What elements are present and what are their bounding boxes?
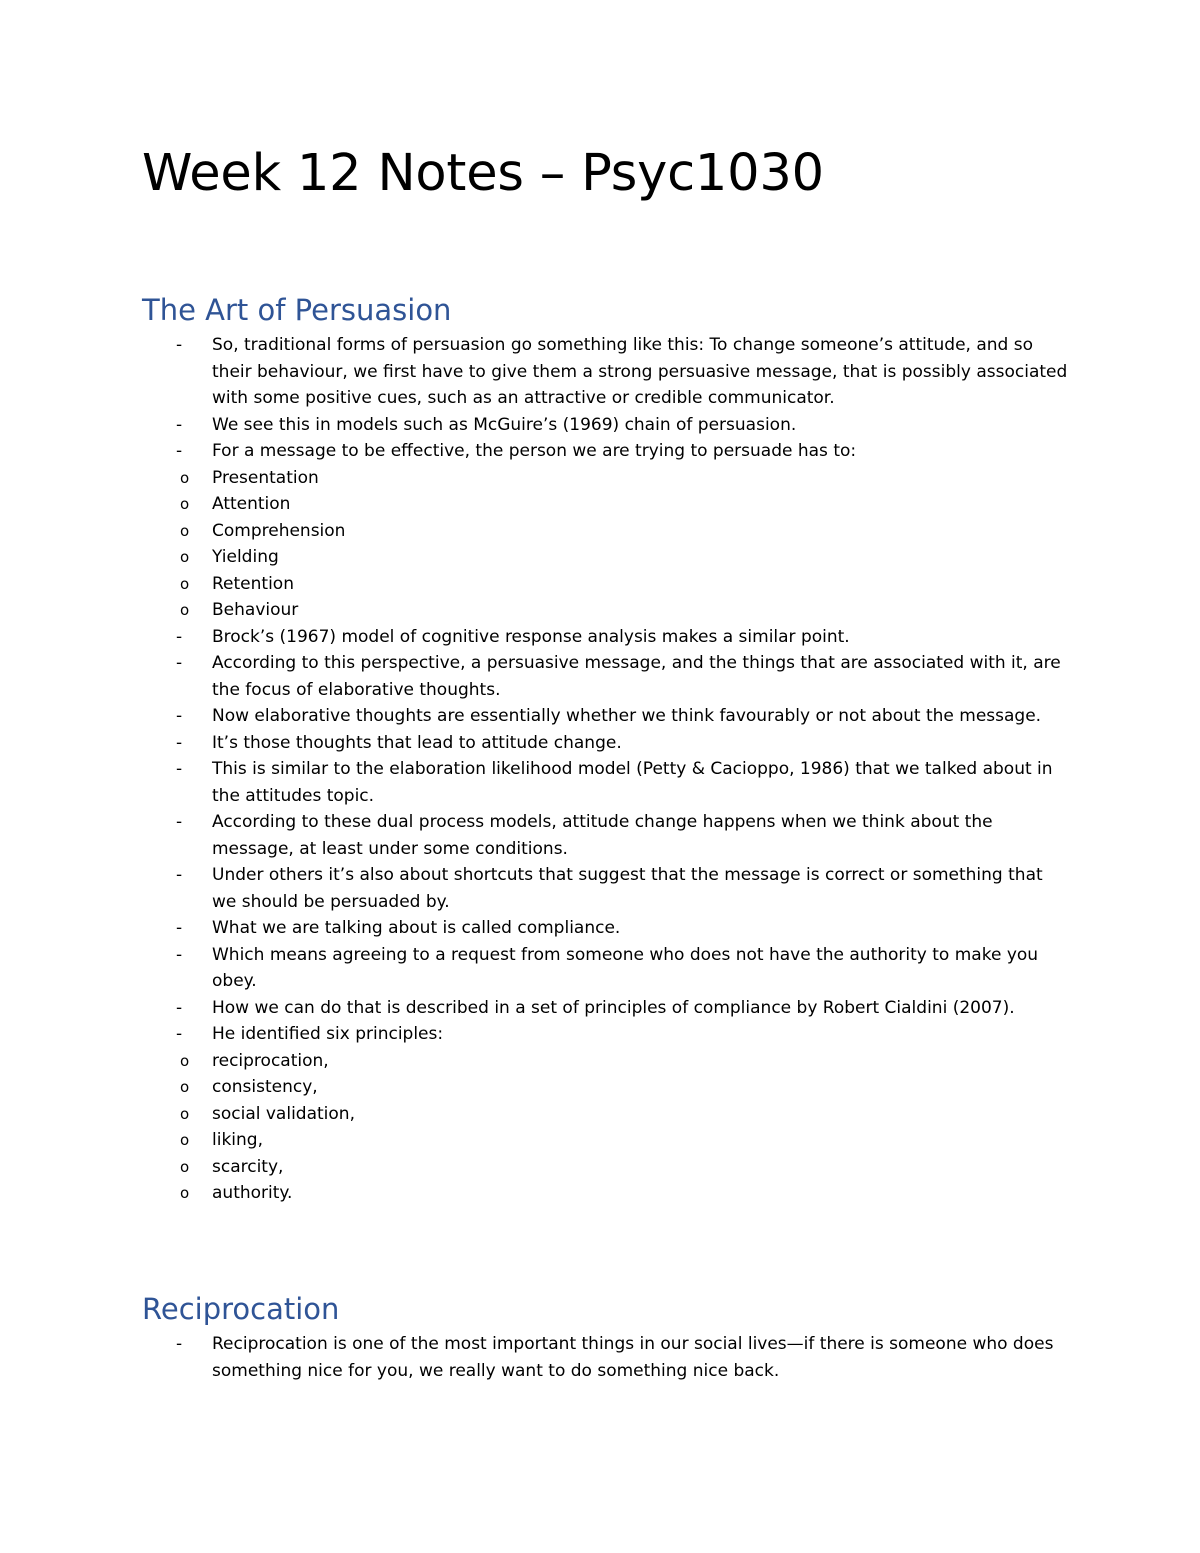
sub-list-item bbox=[142, 1074, 1072, 1101]
persuasion-bullet-list bbox=[142, 332, 1072, 1207]
list-item-text: Brock’s (1967) model of cognitive response analysis makes a similar point. bbox=[212, 626, 850, 647]
list-item-text: According to this perspective, a persuasive message, and the things that are associated with it, are the focus of elaborative thoughts. bbox=[212, 653, 1061, 700]
persuasion-steps-list bbox=[142, 465, 1072, 624]
dash-bullet: - bbox=[176, 732, 183, 753]
dash-bullet: - bbox=[176, 653, 183, 673]
sub-list-item-text: reciprocation, bbox=[212, 1050, 329, 1071]
circle-bullet-icon: o bbox=[180, 1157, 190, 1176]
list-item bbox=[142, 809, 1072, 862]
sub-list-item-text: scarcity, bbox=[212, 1156, 284, 1177]
sub-list-item-text: social validation, bbox=[212, 1103, 355, 1124]
sub-list-item bbox=[142, 1127, 1072, 1154]
list-item-text: For a message to be effective, the person we are trying to persuade has to: bbox=[212, 441, 857, 461]
list-item-text: How we can do that is described in a set of principles of compliance by Robert Cialdini (2007). bbox=[212, 997, 1015, 1018]
list-item-text: What we are talking about is called compliance. bbox=[212, 918, 621, 938]
dash-bullet: - bbox=[176, 706, 183, 726]
list-item bbox=[142, 650, 1072, 703]
sub-list-item bbox=[142, 465, 1072, 492]
circle-bullet-icon: o bbox=[180, 548, 190, 566]
persuasion-steps-container bbox=[142, 465, 1072, 624]
sub-list-item bbox=[142, 491, 1072, 518]
circle-bullet-icon: o bbox=[180, 1078, 190, 1096]
sub-list-item-text: Attention bbox=[212, 494, 291, 514]
list-item-text: It’s those thoughts that lead to attitude change. bbox=[212, 732, 622, 753]
reciprocation-bullet-list bbox=[142, 1331, 1072, 1384]
circle-bullet-icon: o bbox=[180, 574, 190, 593]
sub-list-item-text: Comprehension bbox=[212, 520, 346, 541]
principles-container bbox=[142, 1048, 1072, 1207]
sub-list-item bbox=[142, 571, 1072, 598]
dash-bullet: - bbox=[176, 812, 183, 832]
list-item-text: Which means agreeing to a request from someone who does not have the authority to make you obey. bbox=[212, 944, 1039, 991]
dash-bullet: - bbox=[176, 335, 183, 355]
list-item-text: He identified six principles: bbox=[212, 1024, 444, 1044]
section-heading-reciprocation: Reciprocation bbox=[142, 1292, 340, 1326]
circle-bullet-icon: o bbox=[180, 1131, 190, 1149]
circle-bullet-icon: o bbox=[180, 521, 190, 540]
sub-list-item-text: Retention bbox=[212, 573, 294, 594]
sub-list-item bbox=[142, 518, 1072, 545]
sub-list-item-text: authority. bbox=[212, 1183, 293, 1203]
sub-list-item bbox=[142, 1048, 1072, 1075]
dash-bullet: - bbox=[176, 1334, 183, 1354]
sub-list-item-text: Behaviour bbox=[212, 600, 299, 620]
dash-bullet: - bbox=[176, 441, 183, 461]
sub-list-item bbox=[142, 597, 1072, 624]
sub-list-item-text: Presentation bbox=[212, 467, 319, 488]
circle-bullet-icon: o bbox=[180, 1184, 190, 1202]
list-item bbox=[142, 862, 1072, 915]
list-item-text: So, traditional forms of persuasion go something like this: To change someone’s attitude, and so their behaviour, we first have to give them a strong persuasive message, that is possibly associated with some positive cues, such as an attractive or credible communicator. bbox=[212, 335, 1068, 408]
dash-bullet: - bbox=[176, 944, 183, 965]
list-item bbox=[142, 915, 1072, 942]
dash-bullet: - bbox=[176, 997, 183, 1018]
sub-list-item-text: Yielding bbox=[212, 547, 279, 567]
list-item bbox=[142, 730, 1072, 757]
list-item bbox=[142, 756, 1072, 809]
principles-list bbox=[142, 1048, 1072, 1207]
list-item-text: Reciprocation is one of the most important things in our social lives—if there is someone who does something nice for you, we really want to do something nice back. bbox=[212, 1334, 1054, 1381]
list-item bbox=[142, 942, 1072, 995]
list-item-text: We see this in models such as McGuire’s (1969) chain of persuasion. bbox=[212, 414, 797, 435]
sub-list-item bbox=[142, 544, 1072, 571]
list-item bbox=[142, 412, 1072, 439]
list-item-text: This is similar to the elaboration likelihood model (Petty & Cacioppo, 1986) that we talked about in the attitudes topic. bbox=[212, 759, 1053, 806]
circle-bullet-icon: o bbox=[180, 468, 190, 487]
list-item-text: According to these dual process models, attitude change happens when we think about the message, at least under some conditions. bbox=[212, 812, 993, 859]
list-item bbox=[142, 703, 1072, 730]
circle-bullet-icon: o bbox=[180, 1051, 190, 1070]
circle-bullet-icon: o bbox=[180, 1104, 190, 1123]
sub-list-item bbox=[142, 1180, 1072, 1207]
list-item bbox=[142, 332, 1072, 412]
dash-bullet: - bbox=[176, 626, 183, 647]
dash-bullet: - bbox=[176, 759, 183, 779]
sub-list-item-text: consistency, bbox=[212, 1077, 318, 1097]
dash-bullet: - bbox=[176, 865, 183, 885]
list-item bbox=[142, 1021, 1072, 1048]
list-item-text: Now elaborative thoughts are essentially whether we think favourably or not about the message. bbox=[212, 706, 1042, 726]
circle-bullet-icon: o bbox=[180, 495, 190, 513]
document-title: Week 12 Notes – Psyc1030 bbox=[142, 144, 824, 203]
sub-list-item-text: liking, bbox=[212, 1130, 263, 1150]
sub-list-item bbox=[142, 1154, 1072, 1181]
circle-bullet-icon: o bbox=[180, 601, 190, 619]
list-item bbox=[142, 624, 1072, 651]
sub-list-item bbox=[142, 1101, 1072, 1128]
section-heading-art-of-persuasion: The Art of Persuasion bbox=[142, 293, 452, 327]
list-item-text: Under others it’s also about shortcuts that suggest that the message is correct or something that we should be persuaded by. bbox=[212, 865, 1043, 912]
dash-bullet: - bbox=[176, 414, 183, 435]
list-item bbox=[142, 995, 1072, 1022]
dash-bullet: - bbox=[176, 1024, 183, 1044]
list-item bbox=[142, 438, 1072, 465]
dash-bullet: - bbox=[176, 918, 183, 938]
list-item bbox=[142, 1331, 1072, 1384]
